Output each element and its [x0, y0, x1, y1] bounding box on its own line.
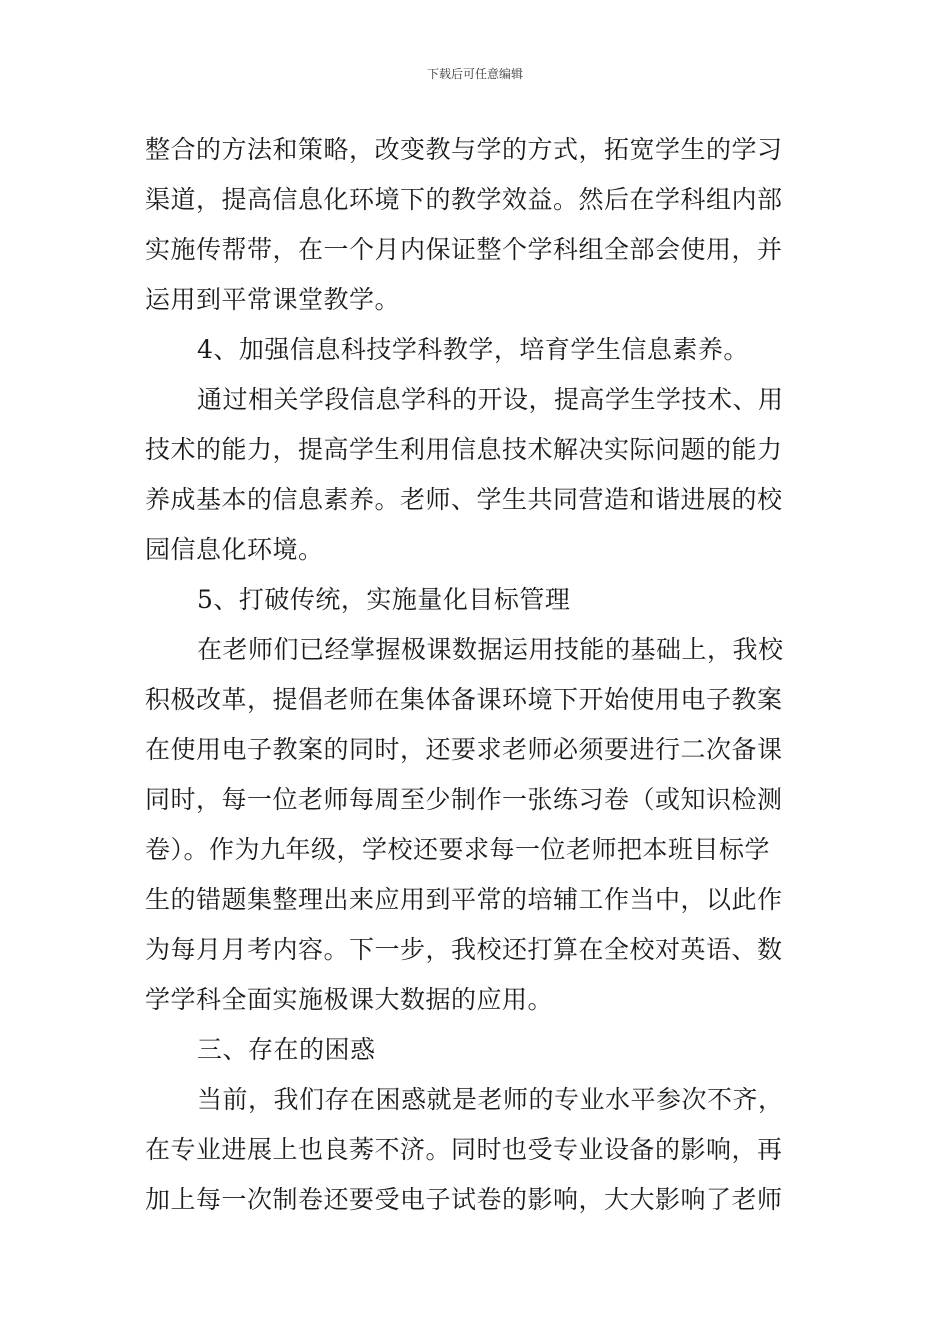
- text-line: 在使用电子教案的同时，还要求老师必须要进行二次备课: [145, 735, 783, 764]
- text-line: 实施传帮带，在一个月内保证整个学科组全部会使用，并: [145, 235, 783, 264]
- text-line: 积极改革，提倡老师在集体备课环境下开始使用电子教案: [145, 685, 783, 714]
- page-header: 下载后可任意编辑: [426, 67, 523, 81]
- text-line: 同时，每一位老师每周至少制作一张练习卷（或知识检测: [145, 785, 783, 814]
- text-line: 在专业进展上也良莠不济。同时也受专业设备的影响，再: [145, 1135, 783, 1164]
- section-heading: 5、打破传统，实施量化目标管理: [197, 585, 571, 614]
- section-heading: 三、存在的困惑: [197, 1035, 376, 1064]
- text-line: 运用到平常课堂教学。: [145, 285, 401, 314]
- text-line: 卷）。作为九年级，学校还要求每一位老师把本班目标学: [145, 835, 771, 864]
- text-line: 当前，我们存在困惑就是老师的专业水平参次不齐，: [197, 1085, 784, 1114]
- text-line: 技术的能力，提高学生利用信息技术解决实际问题的能力: [145, 435, 783, 464]
- text-line: 生的错题集整理出来应用到平常的培辅工作当中，以此作: [145, 885, 783, 914]
- text-line: 通过相关学段信息学科的开设，提高学生学技术、用: [197, 385, 784, 414]
- text-line: 在老师们已经掌握极课数据运用技能的基础上，我校: [197, 635, 784, 664]
- text-line: 整合的方法和策略，改变教与学的方式，拓宽学生的学习: [145, 135, 783, 164]
- text-line: 渠道，提高信息化环境下的教学效益。然后在学科组内部: [145, 185, 783, 214]
- text-line: 园信息化环境。: [145, 535, 324, 564]
- text-line: 为每月月考内容。下一步，我校还打算在全校对英语、数: [145, 935, 783, 964]
- document-body: [145, 125, 810, 1225]
- text-line: 学学科全面实施极课大数据的应用。: [145, 985, 554, 1014]
- section-heading: 4、加强信息科技学科教学，培育学生信息素养。: [197, 335, 749, 364]
- text-line: 加上每一次制卷还要受电子试卷的影响，大大影响了老师: [145, 1185, 783, 1214]
- text-line: 养成基本的信息素养。老师、学生共同营造和谐进展的校: [145, 485, 783, 514]
